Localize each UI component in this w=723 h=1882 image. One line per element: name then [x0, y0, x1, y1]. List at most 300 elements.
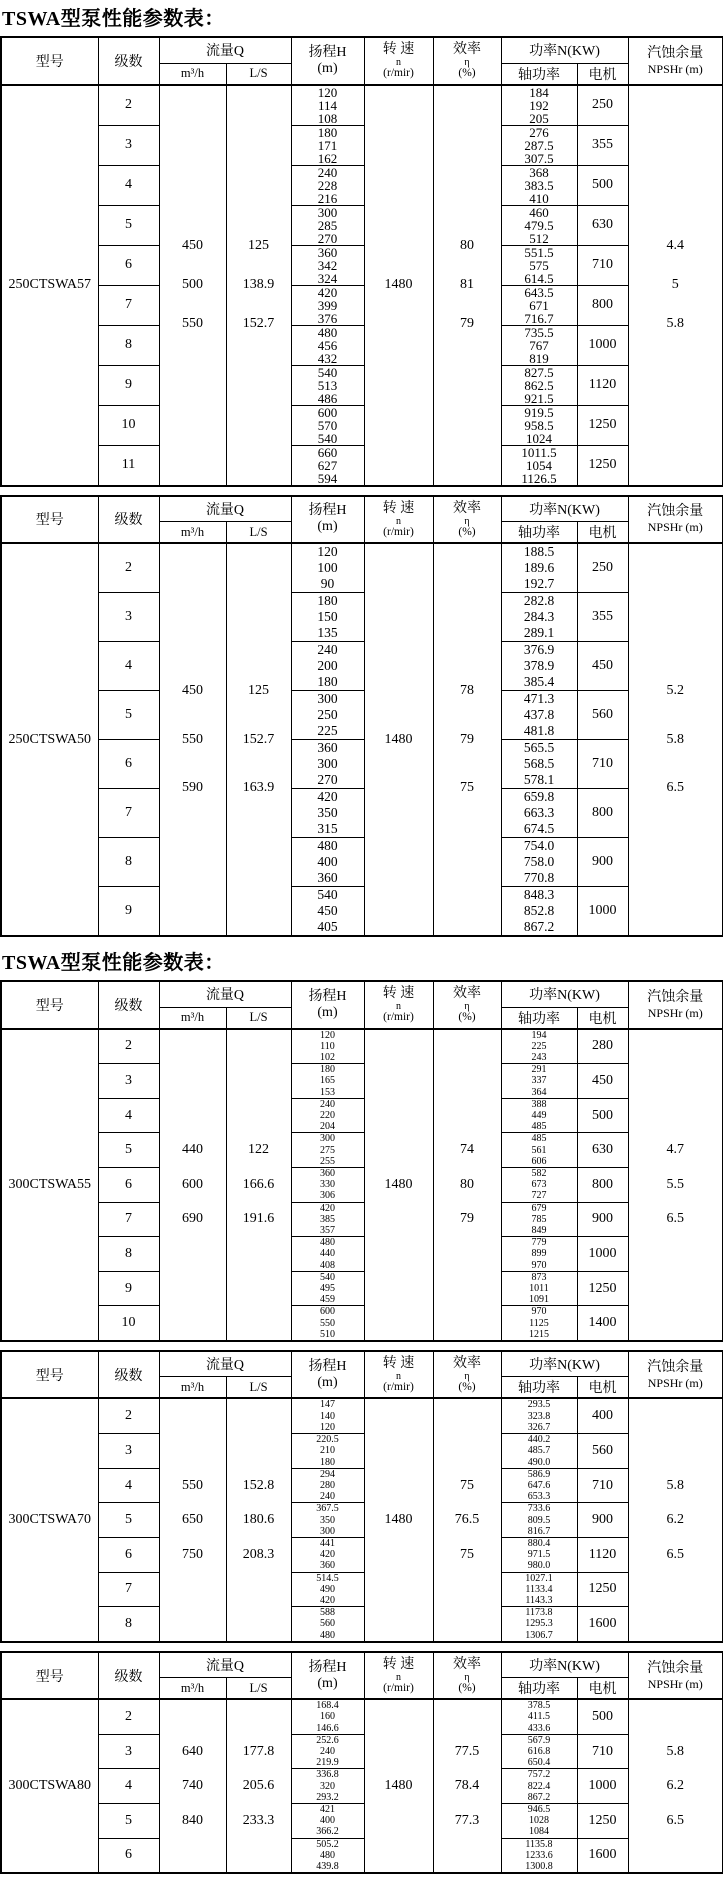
- stack-value: 750: [182, 1546, 203, 1562]
- head-cell: [291, 1029, 364, 1064]
- stack-value: 6.2: [666, 1512, 685, 1528]
- head-value: 330: [320, 1179, 335, 1191]
- npshr-header-unit: NPSHr (m): [647, 1676, 703, 1691]
- stack-value: 77.5: [454, 1743, 480, 1759]
- shaft-power-cell: [501, 1468, 577, 1503]
- shaft-power-cell: [501, 642, 577, 691]
- shaft-power-value: 383.5: [524, 177, 554, 193]
- shaft-power-value: 1091: [529, 1294, 549, 1306]
- shaft-power-value: 586.9: [527, 1468, 551, 1480]
- motor-cell: 1250: [577, 445, 628, 486]
- motor-cell: 250: [577, 543, 628, 593]
- efficiency-header: [433, 981, 501, 1029]
- shaft-power-cell: [501, 1769, 577, 1804]
- shaft-power-value: 1011: [529, 1282, 549, 1294]
- stack-value: 163.9: [242, 780, 275, 795]
- value-stack: [629, 1133, 723, 1236]
- value-stack: [434, 1469, 501, 1572]
- speed-header: [364, 1652, 433, 1700]
- head-value: 160: [320, 1711, 335, 1723]
- flow-header: 流量Q: [159, 981, 291, 1007]
- speed-header: [364, 37, 433, 85]
- head-cell: [291, 593, 364, 642]
- head-value: 300: [320, 1133, 335, 1145]
- model-cell: 300CTSWA55: [1, 1029, 98, 1341]
- npshr-header-line: 汽蚀余量: [647, 1359, 704, 1375]
- motor-cell: 500: [577, 1098, 628, 1133]
- shaft-power-value: 291: [531, 1064, 547, 1076]
- value-stack: [160, 1133, 226, 1236]
- shaft-power-value: 867.2: [523, 919, 555, 934]
- npshr-cell: [628, 543, 723, 936]
- stages-cell: 4: [98, 1098, 159, 1133]
- shaft-power-value: 189.6: [523, 560, 555, 575]
- head-cell: [291, 1167, 364, 1202]
- shaft-power-value: 512: [529, 230, 549, 245]
- flow-ls-cell: [226, 1699, 291, 1873]
- motor-cell: 1120: [577, 365, 628, 405]
- shaft-power-value: 663.3: [523, 805, 555, 820]
- flow-header: 流量Q: [159, 1351, 291, 1377]
- shaft-power-value: 643.5: [524, 285, 554, 300]
- shaft-power-cell: [501, 85, 577, 126]
- table-row: [1, 325, 723, 365]
- shaft-power-value: 449: [531, 1109, 547, 1121]
- npshr-cell: [628, 1398, 723, 1641]
- stages-header: 级数: [98, 1351, 159, 1399]
- head-value: 540: [317, 430, 338, 445]
- npshr-header-line: 汽蚀余量: [647, 45, 704, 61]
- stack-value: 79: [460, 1211, 474, 1227]
- head-header-unit: (m): [317, 1675, 338, 1691]
- head-cell: [291, 1064, 364, 1099]
- stack-value: 152.7: [242, 731, 275, 747]
- shaft-power-value: 194: [531, 1029, 547, 1041]
- value-stack: [629, 226, 723, 344]
- efficiency-header-unit: (%): [458, 1011, 476, 1024]
- shaft-power-value: 582: [531, 1167, 547, 1179]
- stages-cell: 5: [98, 1503, 159, 1538]
- motor-cell: 500: [577, 165, 628, 205]
- speed-header: [364, 1351, 433, 1399]
- shaft-power-value: 716.7: [524, 310, 554, 325]
- head-value: 342: [317, 257, 338, 273]
- table-row: [1, 445, 723, 486]
- head-value: 421: [320, 1804, 335, 1816]
- efficiency-header: [433, 1652, 501, 1700]
- shaft-power-value: 767: [529, 337, 549, 353]
- head-header: [291, 1652, 364, 1700]
- shaft-power-value: 184: [529, 84, 549, 100]
- shaft-power-header: 轴功率: [501, 1678, 577, 1700]
- head-value: 240: [317, 165, 338, 180]
- speed-header-unit: (r/mir): [383, 67, 414, 80]
- head-value: 285: [317, 217, 338, 233]
- efficiency-header-symbol: η: [464, 1672, 470, 1683]
- shaft-power-value: 1173.8: [525, 1607, 553, 1619]
- shaft-power-cell: [501, 789, 577, 838]
- head-value: 420: [317, 789, 338, 804]
- shaft-power-cell: [501, 887, 577, 937]
- flow-m3h-cell: [159, 543, 226, 936]
- shaft-power-value: 770.8: [523, 870, 555, 885]
- head-value: 300: [317, 205, 338, 220]
- shaft-power-value: 735.5: [524, 325, 554, 340]
- stack-value: 5: [671, 277, 679, 292]
- pump-table-300CTSWA80: [0, 1651, 723, 1875]
- motor-cell: 400: [577, 1398, 628, 1433]
- motor-cell: 1400: [577, 1306, 628, 1341]
- table-row: [1, 205, 723, 245]
- stages-cell: 5: [98, 205, 159, 245]
- tables-group-b: [0, 980, 723, 1874]
- stages-cell: 4: [98, 1468, 159, 1503]
- stages-cell: 7: [98, 1202, 159, 1237]
- flow-m3h-header: m³/h: [159, 1377, 226, 1399]
- motor-cell: 800: [577, 1167, 628, 1202]
- head-value: 315: [317, 821, 338, 836]
- shaft-power-value: 1135.8: [525, 1838, 553, 1850]
- shaft-power-value: 980.0: [527, 1560, 551, 1572]
- speed-header-line: 转 速: [382, 42, 415, 58]
- head-value: 600: [317, 405, 338, 420]
- head-value: 180: [320, 1456, 335, 1468]
- shaft-power-value: 568.5: [523, 756, 555, 771]
- stages-cell: 2: [98, 1029, 159, 1064]
- efficiency-header-symbol: η: [464, 1371, 470, 1383]
- efficiency-header-unit: (%): [458, 1682, 476, 1694]
- table-header: [1, 981, 723, 1029]
- head-cell: [291, 405, 364, 445]
- stages-cell: 5: [98, 1133, 159, 1168]
- head-value: 450: [317, 903, 338, 918]
- efficiency-header: [433, 37, 501, 85]
- motor-cell: 710: [577, 245, 628, 285]
- head-value: 480: [320, 1237, 335, 1249]
- head-value: 110: [320, 1040, 335, 1052]
- shaft-power-value: 490.0: [527, 1456, 551, 1468]
- shaft-power-value: 243: [531, 1051, 547, 1063]
- head-value: 385: [320, 1213, 335, 1225]
- head-cell: [291, 125, 364, 165]
- shaft-power-value: 809.5: [527, 1514, 551, 1526]
- speed-header-line: 转 速: [382, 1657, 415, 1672]
- shaft-power-cell: [501, 1237, 577, 1272]
- stages-cell: 6: [98, 1838, 159, 1873]
- head-value: 360: [317, 740, 338, 755]
- head-value: 120: [320, 1029, 335, 1041]
- stages-cell: 2: [98, 1699, 159, 1734]
- stages-cell: 6: [98, 245, 159, 285]
- speed-cell: 1480: [364, 1398, 433, 1641]
- head-value: 540: [317, 887, 338, 902]
- shaft-power-value: 816.7: [527, 1525, 551, 1537]
- flow-m3h-header: m³/h: [159, 1007, 226, 1029]
- stages-cell: 5: [98, 691, 159, 740]
- motor-cell: 500: [577, 1699, 628, 1734]
- table-row: [1, 593, 723, 642]
- stack-value: 6.5: [666, 1546, 685, 1562]
- power-header: 功率N(KW): [501, 1351, 628, 1377]
- efficiency-cell: [433, 1398, 501, 1641]
- shaft-power-value: 481.8: [523, 723, 555, 738]
- shaft-power-value: 873: [531, 1271, 547, 1283]
- head-value: 357: [320, 1224, 335, 1236]
- table-body: [1, 1398, 723, 1641]
- shaft-power-cell: [501, 1503, 577, 1538]
- head-value: 550: [320, 1317, 335, 1329]
- stack-value: 5.5: [666, 1176, 685, 1192]
- stack-value: 500: [182, 277, 203, 292]
- shaft-power-value: 1143.3: [525, 1594, 553, 1606]
- stages-header: 级数: [98, 37, 159, 85]
- table-header: [1, 1652, 723, 1700]
- stack-value: 78: [460, 683, 474, 698]
- stack-value: 5.8: [666, 316, 685, 332]
- shaft-power-value: 1027.1: [525, 1572, 553, 1584]
- stack-value: 5.8: [666, 1477, 685, 1493]
- head-value: 459: [320, 1294, 335, 1306]
- shaft-power-value: 819: [529, 350, 549, 365]
- head-value: 228: [317, 177, 338, 193]
- power-header: 功率N(KW): [501, 981, 628, 1007]
- stages-cell: 2: [98, 1398, 159, 1433]
- head-header-line: 扬程H: [308, 44, 347, 60]
- shaft-power-value: 1300.8: [525, 1861, 553, 1873]
- shaft-power-value: 368: [529, 165, 549, 180]
- head-cell: [291, 1572, 364, 1607]
- head-value: 420: [320, 1202, 335, 1214]
- shaft-power-value: 1233.6: [525, 1849, 553, 1861]
- head-value: 270: [317, 772, 338, 787]
- stack-value: 6.5: [666, 780, 685, 795]
- efficiency-header-line: 效率: [453, 986, 481, 1002]
- head-value: 324: [317, 270, 338, 285]
- shaft-power-cell: [501, 1572, 577, 1607]
- head-value: 514.5: [316, 1572, 339, 1584]
- npshr-cell: [628, 1029, 723, 1341]
- head-value: 240: [320, 1491, 335, 1503]
- efficiency-header-line: 效率: [453, 1356, 481, 1372]
- stages-header: 级数: [98, 1652, 159, 1700]
- header-row-1: [1, 1652, 723, 1678]
- shaft-power-cell: [501, 1398, 577, 1433]
- speed-header-line: 转 速: [382, 1356, 415, 1372]
- head-value: 147: [320, 1399, 335, 1411]
- shaft-power-value: 188.5: [523, 544, 555, 559]
- efficiency-header-unit: (%): [458, 525, 476, 538]
- head-header: [291, 37, 364, 85]
- stack-value: 79: [460, 731, 474, 747]
- shaft-power-value: 1011.5: [521, 445, 557, 460]
- head-value: 439.8: [316, 1861, 339, 1873]
- shaft-power-value: 440.2: [527, 1434, 551, 1446]
- shaft-power-header: 轴功率: [501, 1377, 577, 1399]
- shaft-power-cell: [501, 165, 577, 205]
- flow-header: 流量Q: [159, 37, 291, 63]
- header-row-1: [1, 1351, 723, 1377]
- motor-cell: 1250: [577, 405, 628, 445]
- shaft-power-value: 551.5: [524, 245, 554, 260]
- model-header: 型号: [1, 1351, 98, 1399]
- head-value: 360: [320, 1167, 335, 1179]
- shaft-power-value: 192: [529, 97, 549, 113]
- head-value: 570: [317, 417, 338, 433]
- head-value: 510: [320, 1328, 335, 1340]
- value-stack: [227, 1133, 291, 1236]
- npshr-header-unit: NPSHr (m): [647, 520, 703, 535]
- stack-value: 6.5: [666, 1812, 685, 1828]
- head-cell: [291, 1098, 364, 1133]
- head-cell: [291, 1434, 364, 1469]
- motor-cell: 1600: [577, 1838, 628, 1873]
- shaft-power-value: 205: [529, 110, 549, 125]
- pump-table-300CTSWA55: [0, 980, 723, 1342]
- head-value: 588: [320, 1607, 335, 1619]
- motor-cell: 1000: [577, 1237, 628, 1272]
- head-cell: [291, 445, 364, 486]
- head-value: 480: [320, 1849, 335, 1861]
- head-value: 294: [320, 1468, 335, 1480]
- page-title: TSWA型泵性能参数表：: [2, 8, 225, 30]
- head-cell: [291, 1769, 364, 1804]
- stages-cell: 7: [98, 285, 159, 325]
- table-row: [1, 1064, 723, 1099]
- stack-value: 6.5: [666, 1211, 685, 1227]
- npshr-header: [628, 1652, 723, 1700]
- efficiency-header-unit: (%): [458, 1381, 476, 1394]
- shaft-power-value: 561: [531, 1144, 547, 1156]
- head-value: 480: [320, 1629, 335, 1641]
- model-header: 型号: [1, 37, 98, 85]
- motor-header: 电机: [577, 1377, 628, 1399]
- shaft-power-cell: [501, 1804, 577, 1839]
- shaft-power-value: 437.8: [523, 707, 555, 722]
- stack-value: 75: [460, 1477, 474, 1493]
- shaft-power-value: 754.0: [523, 838, 555, 853]
- speed-header-symbol: n: [396, 1371, 401, 1383]
- power-header: 功率N(KW): [501, 1652, 628, 1678]
- motor-cell: 355: [577, 125, 628, 165]
- efficiency-header: [433, 496, 501, 544]
- speed-header-symbol: n: [396, 57, 401, 69]
- stages-cell: 6: [98, 1537, 159, 1572]
- shaft-power-header: 轴功率: [501, 522, 577, 544]
- head-cell: [291, 1468, 364, 1503]
- head-cell: [291, 365, 364, 405]
- stages-cell: 4: [98, 642, 159, 691]
- head-value: 366.2: [316, 1826, 339, 1838]
- head-header: [291, 981, 364, 1029]
- shaft-power-value: 433.6: [527, 1722, 551, 1734]
- efficiency-header-symbol: η: [464, 1001, 470, 1013]
- motor-header: 电机: [577, 1007, 628, 1029]
- motor-cell: 900: [577, 1503, 628, 1538]
- table-row: [1, 740, 723, 789]
- head-cell: [291, 740, 364, 789]
- value-stack: [629, 667, 723, 813]
- head-value: 400: [317, 854, 338, 869]
- shaft-power-cell: [501, 1838, 577, 1873]
- motor-cell: 250: [577, 85, 628, 126]
- head-value: 114: [317, 97, 338, 113]
- model-cell: 250CTSWA50: [1, 543, 98, 936]
- shaft-power-value: 880.4: [527, 1537, 551, 1549]
- shaft-power-value: 307.5: [524, 150, 554, 165]
- speed-header: [364, 496, 433, 544]
- head-cell: [291, 1838, 364, 1873]
- head-header-unit: (m): [317, 519, 338, 535]
- motor-cell: 1000: [577, 887, 628, 937]
- shaft-power-value: 575: [529, 257, 549, 273]
- stages-cell: 8: [98, 325, 159, 365]
- stack-value: 5.8: [666, 731, 685, 747]
- head-value: 171: [317, 137, 338, 153]
- head-value: 360: [317, 870, 338, 885]
- head-value: 120: [320, 1421, 335, 1433]
- head-value: 140: [320, 1410, 335, 1422]
- head-value: 420: [317, 285, 338, 300]
- head-value: 350: [320, 1514, 335, 1526]
- shaft-power-cell: [501, 245, 577, 285]
- efficiency-header-symbol: η: [464, 515, 470, 527]
- stack-value: 152.7: [242, 316, 275, 332]
- shaft-power-value: 671: [529, 297, 549, 313]
- head-cell: [291, 1133, 364, 1168]
- head-value: 441: [320, 1537, 335, 1549]
- head-value: 560: [320, 1618, 335, 1630]
- shaft-power-header: 轴功率: [501, 63, 577, 85]
- stack-value: 550: [182, 1477, 203, 1493]
- table-body: [1, 543, 723, 936]
- head-value: 490: [320, 1583, 335, 1595]
- stack-value: 191.6: [242, 1211, 275, 1227]
- stack-value: 600: [182, 1176, 203, 1192]
- shaft-power-cell: [501, 1029, 577, 1064]
- motor-cell: 355: [577, 593, 628, 642]
- shaft-power-value: 970: [531, 1306, 547, 1318]
- head-value: 300: [320, 1525, 335, 1537]
- shaft-power-cell: [501, 1271, 577, 1306]
- shaft-power-cell: [501, 593, 577, 642]
- motor-cell: 630: [577, 205, 628, 245]
- shaft-power-value: 827.5: [524, 365, 554, 380]
- head-value: 250: [317, 707, 338, 722]
- table-row: [1, 85, 723, 126]
- efficiency-cell: [433, 85, 501, 486]
- shaft-power-value: 565.5: [523, 740, 555, 755]
- document-page: [0, 2, 723, 1874]
- head-value: 180: [317, 593, 338, 608]
- shaft-power-value: 323.8: [527, 1410, 551, 1422]
- npshr-header-line: 汽蚀余量: [647, 1660, 704, 1676]
- head-cell: [291, 887, 364, 937]
- head-cell: [291, 1503, 364, 1538]
- stages-cell: 3: [98, 593, 159, 642]
- table-row: [1, 887, 723, 937]
- shaft-power-value: 1084: [529, 1826, 549, 1838]
- shaft-power-value: 388: [531, 1098, 547, 1110]
- motor-cell: 800: [577, 285, 628, 325]
- head-value: 165: [320, 1075, 335, 1087]
- stages-header: 级数: [98, 496, 159, 544]
- stack-value: 740: [182, 1778, 203, 1794]
- stack-value: 205.6: [242, 1778, 275, 1794]
- motor-cell: 1250: [577, 1804, 628, 1839]
- head-cell: [291, 789, 364, 838]
- stages-cell: 3: [98, 1064, 159, 1099]
- shaft-power-value: 225: [531, 1040, 547, 1052]
